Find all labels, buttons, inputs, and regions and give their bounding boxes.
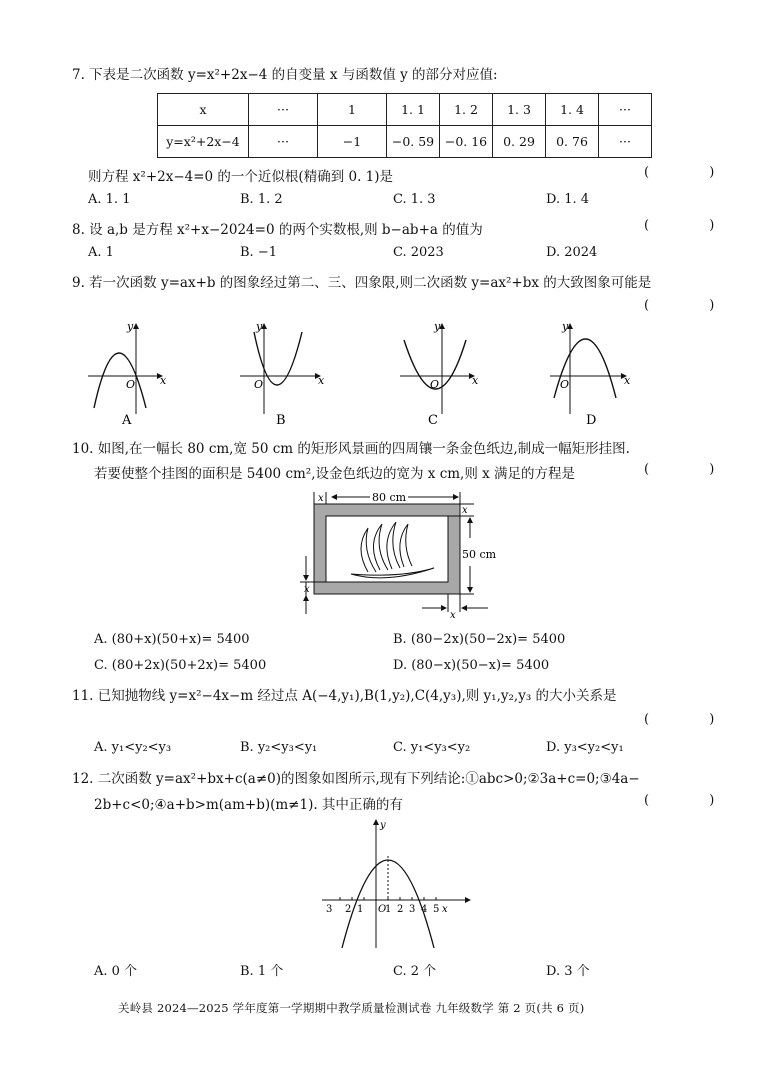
option-a: A. 1. 1 [88,192,131,207]
tick-label: 4 [421,904,428,915]
option-b: B. (80−2x)(50−2x)= 5400 [393,632,566,647]
q10-stem-line2: 若要使整个挂图的面积是 5400 cm²,设金色纸边的宽为 x cm,则 x 满足的方程是 [94,466,576,482]
width-label: 80 cm [372,491,407,504]
option-d: D. 2024 [546,245,598,260]
table-row [158,126,652,158]
x-label: x [304,584,310,595]
table-cell: 1. 2 [440,94,493,126]
axis-x-label: x [442,904,448,915]
table-cell: y=x²+2x−4 [158,126,249,158]
table-cell: 1. 1 [387,94,440,126]
option-a: A. 1 [88,245,114,260]
graph-label: C [428,413,438,428]
q7-line2: 则方程 x²+2x−4=0 的一个近似根(精确到 0. 1)是 [88,169,394,185]
axis-y-label: y [562,320,569,333]
q9-graphs [80,318,680,430]
tick-label: 3 [326,904,333,915]
option-b: B. 1 个 [240,964,284,979]
axis-x-label: x [160,374,167,387]
origin-label: O [430,378,440,391]
table-cell: 1. 3 [493,94,546,126]
origin-label: O [126,378,136,391]
axis-x-label: x [472,374,479,387]
graph-d [550,320,631,428]
graph-a [88,320,167,428]
table-row [158,94,652,126]
option-c: C. 1. 3 [393,192,436,207]
option-c: C. (80+2x)(50+2x)= 5400 [94,658,267,673]
axis-y-label: y [380,820,386,831]
option-b: B. −1 [240,245,277,260]
table-cell: ··· [599,94,652,126]
option-a: A. (80+x)(50+x)= 5400 [94,632,250,647]
graph-label: B [276,413,286,428]
answer-paren: ( ) [644,793,743,808]
table-cell: 1. 4 [546,94,599,126]
axis-x-label: x [624,374,631,387]
axis-x-label: x [318,374,325,387]
tick-label: 5 [433,904,440,915]
q8-stem: 8. 设 a,b 是方程 x²+x−2024=0 的两个实数根,则 b−ab+a 的值为 [72,222,483,238]
origin-label: O [378,904,387,915]
option-b: B. y₂<y₃<y₁ [240,740,318,755]
graph-label: D [586,413,597,428]
q11-stem: 11. 已知抛物线 y=x²−4x−m 经过点 A(−4,y₁),B(1,y₂),C(4,y₃),则 y₁,y₂,y₃ 的大小关系是 [72,688,617,704]
table-cell: 0. 76 [546,126,599,158]
option-b: B. 1. 2 [240,192,283,207]
graph-c [400,320,479,428]
table-cell: x [158,94,249,126]
tick-label: 3 [409,904,416,915]
table-cell: −0. 59 [387,126,440,158]
x-label: x [450,610,456,621]
axis-y-label: y [434,320,441,333]
answer-paren: ( ) [644,462,743,477]
axis-y-label: y [256,320,263,333]
graph-label: A [122,413,132,428]
q7-stem: 7. 下表是二次函数 y=x²+2x−4 的自变量 x 与函数值 y 的部分对应值: [72,67,498,83]
table-cell: −1 [318,126,387,158]
q12-parabola-graph [318,816,478,950]
option-d: D. 3 个 [546,964,590,979]
graph-b [240,320,325,428]
tick-label: 2 [345,904,352,915]
axis-y-label: y [127,320,134,333]
option-c: C. 2023 [393,245,444,260]
table-cell: ··· [249,94,318,126]
height-label: 50 cm [462,548,497,561]
x-label: x [462,505,468,516]
option-c: C. y₁<y₃<y₂ [393,740,471,755]
q10-frame-figure [296,486,506,622]
answer-paren: ( ) [644,298,743,313]
table-cell: −0. 16 [440,126,493,158]
option-d: D. y₃<y₂<y₁ [546,740,624,755]
tick-label: 1 [385,904,392,915]
tick-label: 2 [397,904,404,915]
q12-stem-line1: 12. 二次函数 y=ax²+bx+c(a≠0)的图象如图所示,现有下列结论:①abc>0;②3a+c=0;③4a− [72,771,640,787]
table-cell: 1 [318,94,387,126]
q10-stem-line1: 10. 如图,在一幅长 80 cm,宽 50 cm 的矩形风景画的四周镶一条金色纸边,制成一幅矩形挂图. [72,441,630,457]
x-label: x [318,493,324,504]
table-cell: ··· [599,126,652,158]
option-c: C. 2 个 [393,964,437,979]
origin-label: O [560,378,570,391]
option-a: A. y₁<y₂<y₃ [94,740,172,755]
q7-value-table [157,93,652,158]
answer-paren: ( ) [644,165,743,180]
q12-stem-line2: 2b+c<0;④a+b>m(am+b)(m≠1). 其中正确的有 [94,797,403,813]
answer-paren: ( ) [644,712,743,727]
origin-label: O [254,378,264,391]
option-d: D. 1. 4 [546,192,590,207]
table-cell: 0. 29 [493,126,546,158]
answer-paren: ( ) [644,218,743,233]
table-cell: ··· [249,126,318,158]
tick-label: 1 [357,904,364,915]
option-d: D. (80−x)(50−x)= 5400 [393,658,550,673]
q9-stem: 9. 若一次函数 y=ax+b 的图象经过第二、三、四象限,则二次函数 y=ax²+bx 的大致图象可能是 [72,275,652,291]
option-a: A. 0 个 [94,964,138,979]
page-footer: 关岭县 2024—2025 学年度第一学期期中教学质量检测试卷 九年级数学 第 2 页(共 6 页) [118,1001,585,1015]
